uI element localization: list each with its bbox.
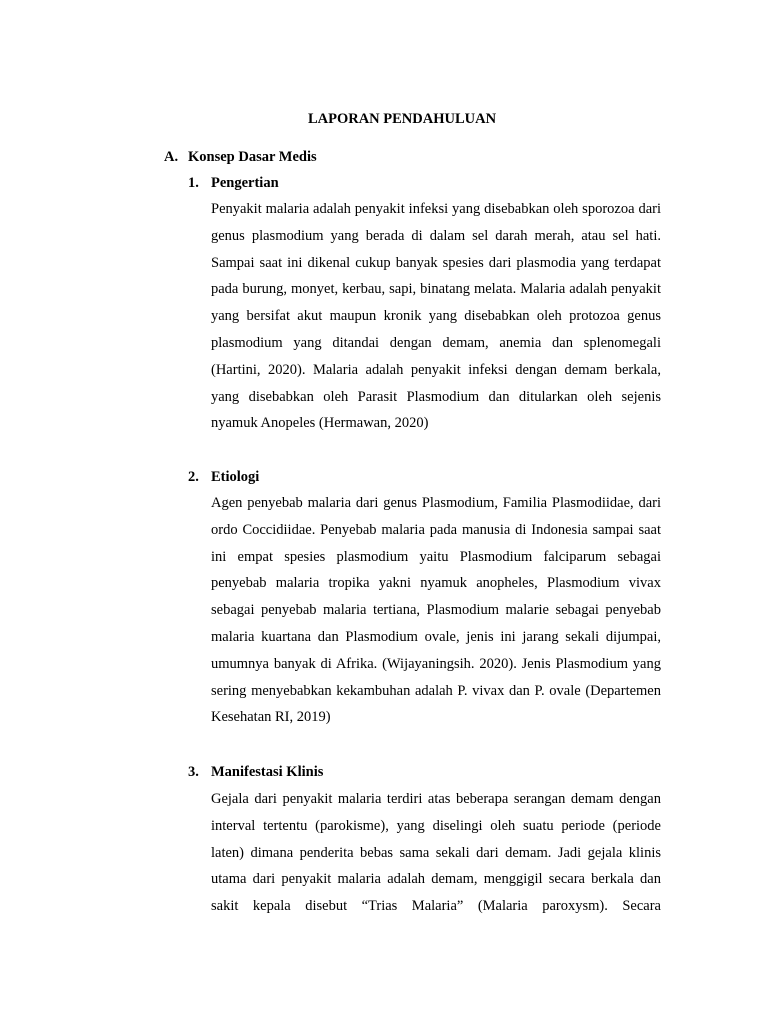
subsection-heading-manifestasi-klinis (188, 763, 323, 781)
paragraph-etiologi: Agen penyebab malaria dari genus Plasmodium, Familia Plasmodiidae, dari ordo Coccidiidae. Penyebab malaria pada manusia di Indonesia sampai saat ini empat spesies plasmodium yaitu Plasmodium falciparum sebagai penyebab malaria tropika yakni nyamuk anopheles, Plasmodium vivax sebagai penyebab malaria tertiana, Plasmodium malarie sebagai penyebab malaria kuartana dan Plasmodium ovale, jenis ini jarang sekali dijumpai, umumnya banyak di Afrika. (Wijayaningsih. 2020). Jenis Plasmodium yang sering menyebabkan kekambuhan adalah P. vivax dan P. ovale (Departemen Kesehatan RI, 2019) (211, 495, 661, 726)
subsection-number: 2. (188, 469, 199, 485)
paragraph-manifestasi-klinis: Gejala dari penyakit malaria terdiri atas beberapa serangan demam dengan interval tertentu (parokisme), yang diselingi oleh suatu periode (periode laten) dimana penderita bebas sama sekali dari demam. Jadi gejala klinis utama dari penyakit malaria adalah demam, menggigil secara berkala dan sakit kepala disebut “Trias Malaria” (Malaria paroxysm). Secara (211, 791, 661, 915)
section-marker: A. (164, 149, 179, 165)
subsection-number: 3. (188, 764, 199, 780)
document-title: LAPORAN PENDAHULUAN (307, 111, 497, 127)
subsection-title: Etiologi (211, 469, 260, 485)
paragraph-pengertian: Penyakit malaria adalah penyakit infeksi yang disebabkan oleh sporozoa dari genus plasmodium yang berada di dalam sel darah merah, atau sel hati. Sampai saat ini dikenal cukup banyak spesies dari plasmodia yang terdapat pada burung, monyet, kerbau, sapi, binatang melata. Malaria adalah penyakit yang bersifat akut maupun kronik yang disebabkan oleh protozoa genus plasmodium yang ditandai dengan demam, anemia dan splenomegali (Hartini, 2020). Malaria adalah penyakit infeksi dengan demam berkala, yang disebabkan oleh Parasit Plasmodium dan ditularkan oleh sejenis nyamuk Anopeles (Hermawan, 2020) (211, 201, 661, 432)
subsection-title: Pengertian (211, 175, 279, 191)
subsection-title: Manifestasi Klinis (211, 764, 324, 780)
section-heading (164, 148, 317, 166)
subsection-number: 1. (188, 175, 199, 191)
subsection-heading-pengertian (188, 174, 279, 192)
subsection-heading-etiologi (188, 468, 259, 486)
section-title: Konsep Dasar Medis (188, 149, 317, 165)
